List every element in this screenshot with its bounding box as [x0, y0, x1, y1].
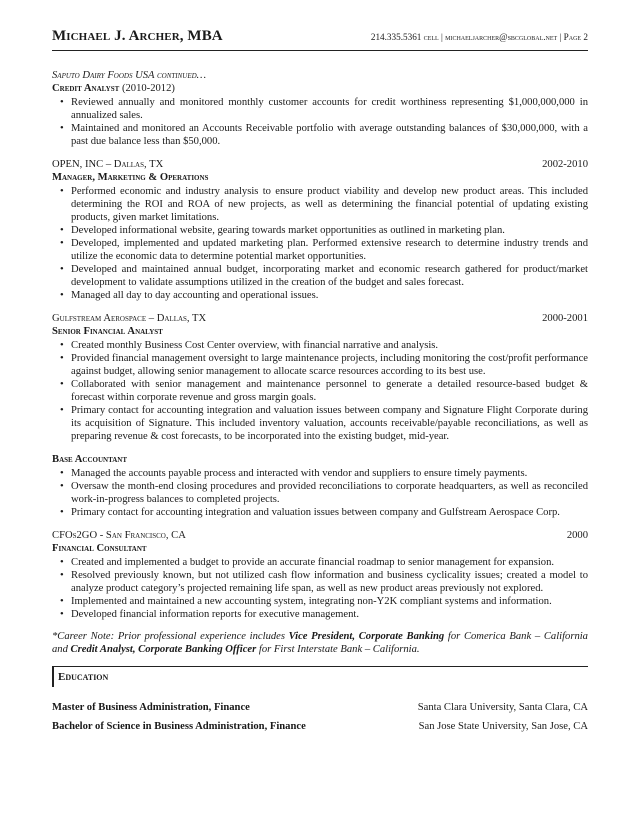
- separator: |: [440, 32, 443, 42]
- career-note: [52, 630, 588, 656]
- list-item: • Reviewed annually and monitored monthly customer accounts for credit worthiness representing $1,000,000,000 in annualized sales.: [52, 96, 588, 122]
- school-name: San Jose State University, San Jose, CA: [418, 721, 588, 732]
- saputo-bullets: [52, 96, 588, 148]
- saputo-company: Saputo Dairy Foods USA continued…: [52, 70, 207, 81]
- cfos-years: 2000: [566, 530, 588, 541]
- degree-name: Master of Business Administration, Finance: [52, 702, 250, 713]
- saputo-title-years: (2010-2012): [121, 83, 175, 94]
- list-item: • Implemented and maintained a new accounting system, integrating non-Y2K compliant systems and information.: [52, 595, 588, 608]
- separator: |: [559, 32, 562, 42]
- gulfstream-company-row: [52, 312, 588, 325]
- education-list: [52, 701, 588, 733]
- gulfstream-title-2: Base Accountant: [52, 454, 127, 465]
- education-entry: [52, 701, 588, 714]
- gulfstream-title: Senior Financial Analyst: [52, 326, 163, 337]
- list-item: • Primary contact for accounting integration and valuation issues between company and Gulfstream Aerospace Corp.: [52, 506, 588, 519]
- page-header: [52, 30, 588, 51]
- phone-number: 214.335.5361: [370, 32, 422, 42]
- cfos-company: CFOs2GO - San Francisco, CA: [52, 530, 186, 541]
- career-note-intro: *Career Note: Prior professional experience includes: [52, 631, 289, 642]
- list-item: • Maintained and monitored an Accounts Receivable portfolio with average outstanding balances of $30,000,000, with a past due balance less than $50,000.: [52, 122, 588, 148]
- degree-name: Bachelor of Science in Business Administration, Finance: [52, 721, 306, 732]
- saputo-title: [52, 82, 588, 95]
- list-item: • Developed informational website, gearing towards market opportunities as outlined in marketing plan.: [52, 224, 588, 237]
- list-item: • Collaborated with senior management and maintenance personnel to generate a detailed resource-based budget & forecast within corporate revenue and gross margin goals.: [52, 378, 588, 404]
- school-name: Santa Clara University, Santa Clara, CA: [417, 702, 588, 713]
- open-company: OPEN, INC – Dallas, TX: [52, 159, 164, 170]
- career-note-mid-2: for First Interstate Bank – California.: [256, 644, 420, 655]
- candidate-name: Michael J. Archer, MBA: [52, 28, 223, 44]
- cell-label: cell: [423, 32, 439, 42]
- education-heading: Education: [52, 666, 588, 687]
- open-title: Manager, Marketing & Operations: [52, 172, 209, 183]
- list-item: • Developed and maintained annual budget, incorporating market and economic research gathered for product/market development to validate assumptions utilized in the creation of the budget and sales forecast.: [52, 263, 588, 289]
- career-note-role-1: Vice President, Corporate Banking: [288, 631, 445, 642]
- list-item: • Created and implemented a budget to provide an accurate financial roadmap to senior management for expansion.: [52, 556, 588, 569]
- open-company-row: [52, 158, 588, 171]
- resume-page: [52, 30, 588, 739]
- open-years: 2002-2010: [542, 159, 588, 170]
- cfos-bullets: [52, 556, 588, 621]
- list-item: • Provided financial management oversight to large maintenance projects, including monitoring the cost/profit performance against budget, allowing senior management to allocate scarce resources according to its best use.: [52, 352, 588, 378]
- cfos-title: Financial Consultant: [52, 543, 147, 554]
- education-entry: [52, 720, 588, 733]
- email-address: michaeljarcher@sbcglobal.net: [445, 32, 558, 42]
- career-note-role-2: Credit Analyst, Corporate Banking Officer: [70, 644, 257, 655]
- saputo-title-text: Credit Analyst: [52, 83, 120, 94]
- list-item: • Primary contact for accounting integration and valuation issues between company and Signature Flight Corporate during its acquisition of Signature. This included inventory valuation, accounts receivable/payable reconciliations, as well as preparing revenue & cost forecasts, to be incorporated into the existing budget, mid-year.: [52, 404, 588, 443]
- contact-line: [371, 31, 588, 44]
- gulfstream-years: 2000-2001: [542, 313, 588, 324]
- list-item: • Managed the accounts payable process and interacted with vendor and suppliers to ensure timely payments.: [52, 467, 588, 480]
- gulfstream-bullets: [52, 339, 588, 443]
- list-item: • Developed, implemented and updated marketing plan. Performed extensive research to determine industry trends and utilize the economic data to determine potential market opportunities.: [52, 237, 588, 263]
- list-item: • Performed economic and industry analysis to ensure product viability and develop new product areas. This included determining the ROI and ROA of new projects, as well as determining the financial potential of updating existing products, given market limitations.: [52, 185, 588, 224]
- cfos-company-row: [52, 529, 588, 542]
- page-number: Page 2: [563, 32, 588, 42]
- gulfstream-bullets-2: [52, 467, 588, 519]
- open-bullets: [52, 185, 588, 302]
- list-item: • Oversaw the month-end closing procedures and provided reconciliations to corporate headquarters, as well as reconciled work-in-progress balances to completed projects.: [52, 480, 588, 506]
- list-item: • Created monthly Business Cost Center overview, with financial narrative and analysis.: [52, 339, 588, 352]
- list-item: • Managed all day to day accounting and operational issues.: [52, 289, 588, 302]
- career-note-mid-1: for Comerica Bank – California and: [52, 631, 588, 655]
- list-item: • Developed financial information reports for executive management.: [52, 608, 588, 621]
- gulfstream-company: Gulfstream Aerospace – Dallas, TX: [52, 313, 207, 324]
- list-item: • Resolved previously known, but not utilized cash flow information and business cyclicality issues; created a model to analyze product category’s projected remaining life span, as well as new product areas previously not explored.: [52, 569, 588, 595]
